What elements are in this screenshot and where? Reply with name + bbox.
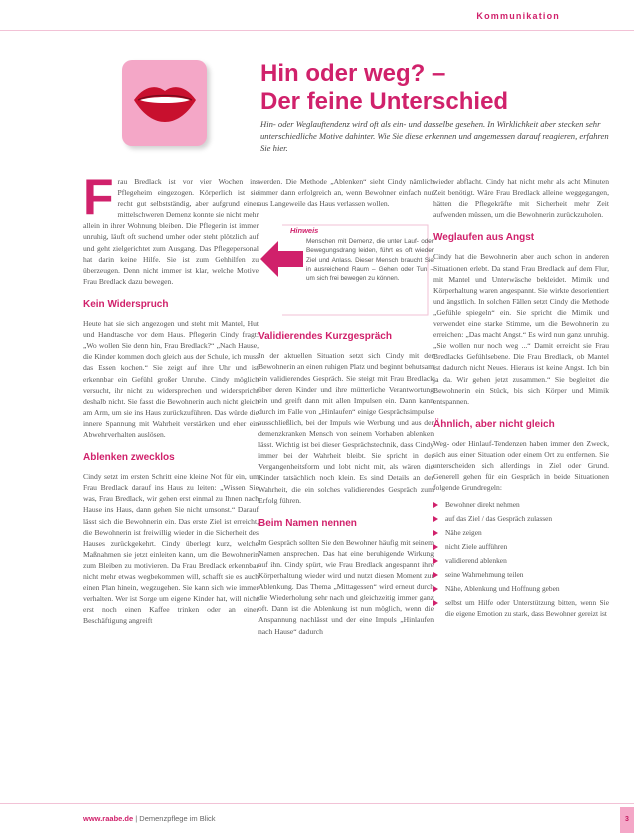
section-heading: Ablenken zwecklos — [83, 452, 175, 464]
article-intro: Hin- oder Weglauftendenz wird oft als ein- und dasselbe gesehen. In Wirklichkeit aber stecken sehr unterschiedliche Motive dahinter. Wie Sie diese erkennen und angemessen darauf reagieren, erfahren Sie hier. — [260, 119, 609, 153]
list-item: nicht Ziele aufführen — [433, 541, 609, 552]
lips-icon — [130, 78, 200, 126]
title-line-2: Der feine Unterschied — [260, 88, 509, 115]
title-line-1: Hin oder weg? – — [260, 60, 446, 87]
section-heading: Weglaufen aus Angst — [433, 232, 535, 244]
paragraph: Im Gespräch sollten Sie den Bewohner häufig mit seinem Namen ansprechen. Das hat eine beruhigende Wirkung auf ihn. Cindy spürt, wie Frau Bredlack angespannt ihre Körperhaltung wieder wird und nutzt diesen Moment zur Ablenkung. Das Thema „Mittagessen“ wird erneut durch die Wiederholung sehr nach und gleichzeitig immer ganz oft. Dann ist die Ablenkung ist nun möglich, wenn die Anspannung nachlässt und der eine Impuls „Hinlaufen nach Hause“ dadurch — [258, 537, 434, 636]
paragraph: Cindy hat die Bewohnerin aber auch schon in anderen Situationen erlebt. Da stand Frau Bredlack auf dem Flur, mit Mantel und Unterwäsche bekleidet. Mimik und Körperhaltung waren angespannt. Sie wirkte desorientiert und ängstlich. In solchen Fällen setzt Cindy die Methode „Gefühle spiegeln“ ein. Sie spricht die Mimik und verwendet eine starke Stimme, um die Bewohnerin zu erreichen: „Das macht Angst.“ Es wird nun ganz unruhig. „Sie wollen nur noch weg ...“ Damit erreicht sie Frau Bredlacks Gefühlsebene. Die Frau Bredlack, ob Mantel ist dadurch nicht Neues. Hieraus ist keine Angst. Ich bin ja da. Wir gehen jetzt zusammen.“ Sie begleitet die Bewohnerin ein Stück, bis sich Körper und Mimik entspannen. — [433, 252, 609, 406]
rules-list — [433, 499, 609, 619]
list-item: auf das Ziel / das Gespräch zulassen — [433, 513, 609, 524]
hint-text: Menschen mit Demenz, die unter Lauf- oder Bewegungsdrang leiden, führt es oft wieder Ziel und Anlass. Dieser Mensch braucht Sie in ausreichend Raum – Gehen oder Tun – um sich frei bewegen zu können. — [306, 238, 434, 283]
paragraph-text: rau Bredlack ist vor vier Wochen ins Pflegeheim eingezogen. Körperlich ist sie recht gut selbstständig, aber aufgrund einer mittelschweren Demenz konnte sie nicht mehr allein in ihrer Wohnung bleiben. Die Pflegerin ist immer unruhig, läuft oft suchend umher oder steht plötzlich auf und geht zielgerichtet zum Ausgang. Das Pflegepersonal hat darin keine Hilfe. Sie ist zum Gehhilfen zu überzeugen. Denn nicht immer ist klar, welche Motive Frau Bredlack dazu bewegen. — [83, 177, 259, 286]
section-heading: Validierendes Kurzgespräch — [258, 331, 392, 343]
article-logo — [122, 60, 207, 146]
paragraph: In der aktuellen Situation setzt sich Cindy mit der Bewohnerin an einen ruhigen Platz und beginnt behutsam ein validierendes Gespräch. Sie steigt mit Frau Bredlack über deren Kinder und ihre mütterliche Verantwortung ein und greift dann mit allen Impulsen ein. Dann kann durch im Falle von „Hinlaufen“ einige Gesprächsimpulse ausschließlich, bei der Impuls wie Werbung und aus der demenzkranken Mensch von seinem Vorhaben ablenken lässt. Wichtig ist bei dieser Gesprächstechnik, dass Cindy immer bei der Wahrheit bleibt. Sie spricht in der Vergangenheitsform und lobt nicht mit, als wären die Kinder tatsächlich noch klein. Es sind Details an der Wahrheit, die ein solches validierendes Gespräch zum Erfolg führen. — [258, 351, 434, 505]
paragraph: Heute hat sie sich angezogen und steht mit Mantel, Hut und Handtasche vor dem Haus. Pflegerin Cindy fragt: „Wo wollen Sie denn hin, Frau Bredlack?“ „Nach Hause, die Kinder kommen doch gleich aus der Schule, ich muss das Essen kochen.“ Sie zeigt auf ihre Uhr und ist erkennbar ein Gefühl großer Unruhe. Cindy möglich versucht, ihr nicht zu widersprechen und widerspricht deshalb nicht. Sie fasst die Bewohnerin auch nicht gleich am Arm, um sie ins Haus zurückzuführen. Das würde die innere Spannung mit Wahrheit verstärken und eher ein Abwehrverhalten auslösen. — [83, 319, 259, 439]
paragraph: Weg- oder Hinlauf-Tendenzen haben immer den Zweck, sich aus einer Situation oder einem Ort zu entfernen. Sie unterscheiden sich allerdings in Ziel oder Grund. Generell gehen für ein Gespräch in beide Situationen folgende Grundregeln: — [433, 438, 609, 493]
paragraph: wieder abflacht. Cindy hat nicht mehr als acht Minuten Zeit benötigt. Wäre Frau Bredlack alleine weggegangen, hätten die Pflegekräfte mit Sicherheit mehr Zeit aufwenden müssen, um die Bewohnerin zurückzuholen. — [433, 177, 609, 220]
column-1 — [83, 169, 259, 626]
paragraph — [83, 169, 259, 287]
list-item: Nähe zeigen — [433, 527, 609, 538]
category-label: Kommunikation — [476, 11, 560, 21]
paragraph: werden. Die Methode „Ablenken“ sieht Cindy nämlich immer dann erfolgreich an, wenn Bewohner einfach nur aus Langeweile das Haus verlassen wollen. — [258, 177, 434, 209]
list-item: selbst um Hilfe oder Unterstützung bitten, wenn Sie die eigene Emotion zu stark, dass Bewohner gereizt ist — [433, 597, 609, 619]
column-3 — [433, 176, 609, 622]
article-title — [260, 60, 620, 116]
paragraph: Cindy setzt im ersten Schritt eine kleine Not für ein, um Frau Bredlack darauf ins Haus zu leiten: „Wissen Sie was, Frau Bredlack, wir gehen erst einmal zu Ihnen nach Hause ins Haus, dann gehen Sie nicht umsonst.“ Darauf lässt sich die Bewohnerin ein. Das erste Ziel ist erreicht, die Bewohnerin ist freiwillig wieder in die Sicherheit des Hauses zurückgekehrt. Cindy überlegt kurz, welche Maßnahmen sie jetzt einleiten kann, um die Bewohnerin zum Bleiben zu motivieren. Da Frau Bredlack erkennbar nicht mehr etwas wegbekommen will, schafft sie es auch einen Plan hinein, wegzugehen. Sie kann sich wie immer verhalten. Wer ist Sorge um eigene Kinder hat, will nicht erst noch einen Kaffee trinken oder an einer Beschäftigung angreift — [83, 472, 259, 626]
list-item: seine Wahrnehmung teilen — [433, 569, 609, 580]
section-heading: Kein Widerspruch — [83, 298, 169, 310]
header-divider — [0, 30, 634, 31]
list-item: Bewohner direkt nehmen — [433, 499, 609, 510]
hint-title: Hinweis — [290, 226, 319, 236]
page-number: 3 — [620, 807, 634, 833]
footer-url-link[interactable]: www.raabe.de — [83, 814, 134, 823]
footer-divider — [0, 803, 634, 804]
footer-publication: | Demenzpflege im Blick — [133, 814, 216, 823]
hint-box — [258, 219, 434, 319]
footer — [83, 814, 216, 823]
drop-cap: F — [83, 169, 114, 225]
list-item: validierend ablenken — [433, 555, 609, 566]
section-heading: Ähnlich, aber nicht gleich — [433, 418, 555, 430]
list-item: Nähe, Ablenkung und Hoffnung geben — [433, 583, 609, 594]
column-2 — [258, 176, 434, 637]
section-heading: Beim Namen nennen — [258, 517, 357, 529]
